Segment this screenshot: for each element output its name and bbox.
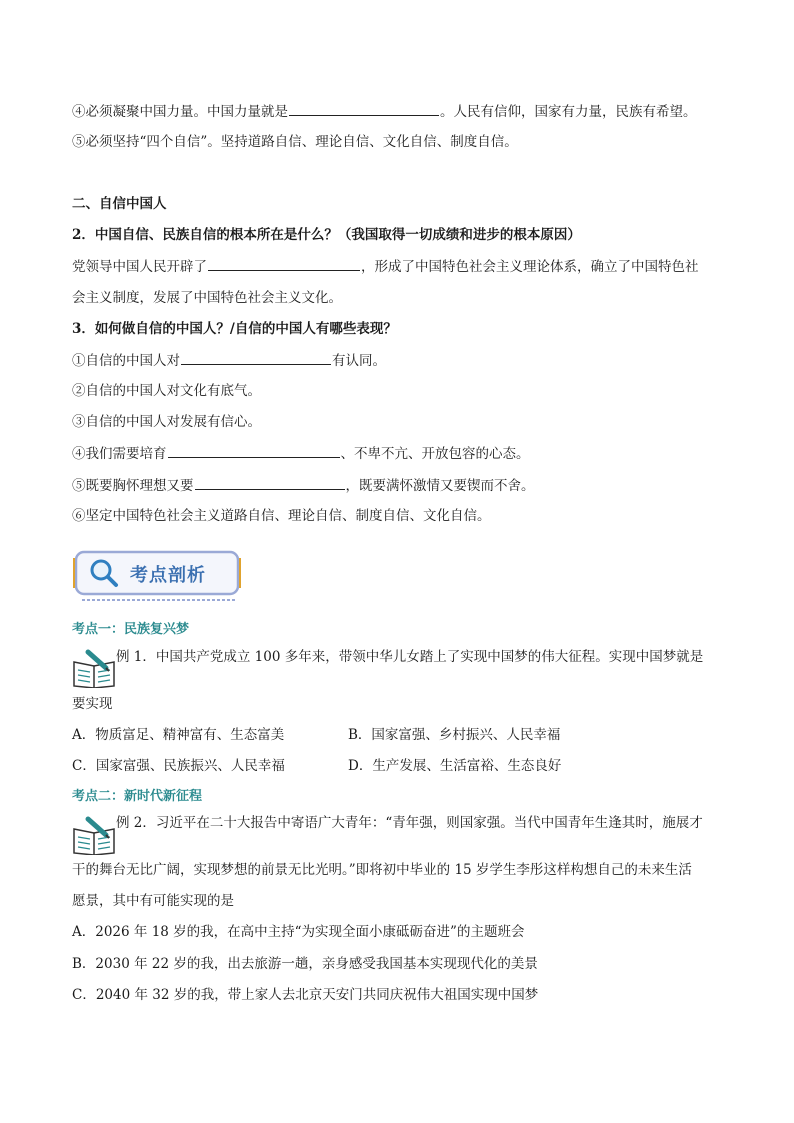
point-6: ⑥坚定中国特色社会主义道路自信、理论自信、制度自信、文化自信。 [72,508,491,524]
point-2: ②自信的中国人对文化有底气。 [72,383,261,399]
section-badge [72,548,244,606]
answer-2-text: 党领导中国人民开辟了 [72,259,207,275]
example-2-line1: 例 2．习近平在二十大报告中寄语广大青年：“青年强，则国家强。当代中国青年生逢其时，施展才 [116,815,703,831]
point-4-text: ④我们需要培育 [72,446,167,462]
point-1-text-end: 有认同。 [332,353,386,369]
point-1 [72,350,732,371]
example-2-line2: 干的舞台无比广阔，实现梦想的前景无比光明。”即将初中毕业的 15 岁学生李彤这样构想自己的未来生活 [72,862,692,878]
item-4-text-end: 。人民有信仰，国家有力量，民族有希望。 [440,104,697,120]
option-a[interactable]: A．2026 年 18 岁的我，在高中主持“为实现全面小康砥砺奋进”的主题班会 [72,924,525,940]
fill-blank[interactable] [168,443,340,458]
answer-2-text-end: ，形成了中国特色社会主义理论体系，确立了中国特色社 [361,259,699,275]
example-1-line1: 例 1．中国共产党成立 100 多年来，带领中华儿女踏上了实现中国梦的伟大征程。实现中国梦就是 [116,649,704,665]
book-icon [72,815,116,855]
fill-blank[interactable] [195,475,345,490]
answer-2-line1 [72,256,732,277]
point-5 [72,475,732,496]
section-heading: 二、自信中国人 [72,196,167,212]
point-5-text: ⑤既要胸怀理想又要 [72,478,194,494]
option-d[interactable]: D．生产发展、生活富裕、生态良好 [348,758,562,774]
fill-blank[interactable] [181,350,331,365]
item-5: ⑤必须坚持“四个自信”。坚持道路自信、理论自信、文化自信、制度自信。 [72,134,518,150]
option-a[interactable]: A．物质富足、精神富有、生态富美 [72,727,285,743]
point-5-text-end: ，既要满怀激情又要锲而不舍。 [345,478,535,494]
question-2: 2．中国自信、民族自信的根本所在是什么？（我国取得一切成绩和进步的根本原因） [72,227,581,243]
fill-blank[interactable] [289,101,439,116]
option-b[interactable]: B．2030 年 22 岁的我，出去旅游一趟，亲身感受我国基本实现现代化的美景 [72,956,538,972]
fill-blank[interactable] [208,256,360,271]
item-4 [72,101,732,122]
question-3: 3．如何做自信的中国人？/自信的中国人有哪些表现？ [72,321,397,337]
point-3: ③自信的中国人对发展有信心。 [72,414,261,430]
book-icon [72,648,116,688]
point-4 [72,443,732,464]
point-1-text: ①自信的中国人对 [72,353,180,369]
option-b[interactable]: B．国家富强、乡村振兴、人民幸福 [348,727,561,743]
magnifier-icon [88,557,120,589]
item-4-text: ④必须凝聚中国力量。中国力量就是 [72,104,288,120]
kp2-title: 考点二：新时代新征程 [72,789,203,804]
example-1-line2: 要实现 [72,696,113,712]
option-c[interactable]: C．2040 年 32 岁的我，带上家人去北京天安门共同庆祝伟大祖国实现中国梦 [72,987,539,1003]
badge-label: 考点剖析 [130,565,206,586]
answer-2-line2: 会主义制度，发展了中国特色社会主义文化。 [72,290,342,306]
option-c[interactable]: C．国家富强、民族振兴、人民幸福 [72,758,285,774]
kp1-title: 考点一：民族复兴梦 [72,622,190,637]
example-2-line3: 愿景，其中有可能实现的是 [72,893,234,909]
point-4-text-end: 、不卑不亢、开放包容的心态。 [340,446,530,462]
